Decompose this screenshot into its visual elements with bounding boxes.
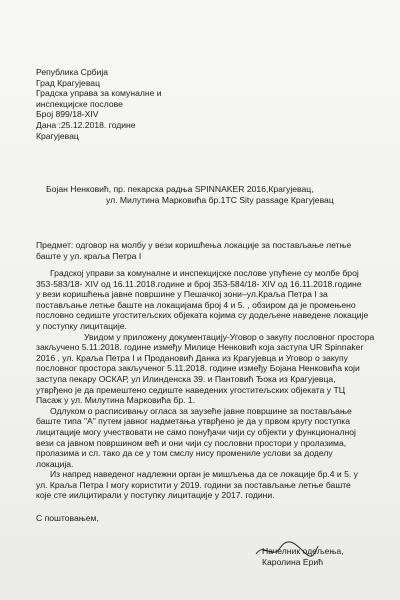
signatory-name: Каролина Ерић — [262, 556, 323, 567]
paragraph — [36, 332, 381, 406]
text-line: Пасаж у ул. Милутина Марковића бр. 1. — [36, 395, 196, 406]
text-line: 353-583/18- XIV од 16.11.2018.године и број 353-584/18- XIV од 16.11.2018.године — [36, 278, 362, 289]
text-line: Из напред наведеног надлежни орган је мишљења да се локације бр.4 и 5. у — [50, 469, 358, 480]
text-line: вези са јавном површином већ и они чији су пословни простори у пролазима, — [36, 437, 347, 448]
text-line: заступа пекару ОСКАР, ул Илинденска 39. и Пантовић Ђока из Крагујевца, — [36, 373, 336, 384]
text-line: 2016 , ул. Краља Петра I и Продановић Данка из Крагујевца и Уговор о закупу — [36, 352, 348, 363]
text-line: Увидом у приложену документацију-Уговор о закупу пословног простора — [84, 331, 375, 342]
subject-line: баште у ул. краља Петра I — [36, 250, 142, 261]
text-line: закључено 5.11.2018. године између Милице Ненковић која заступа UR Spinnaker — [36, 342, 364, 353]
recipient-block — [36, 184, 334, 205]
text-line: баште типа "А" путем јавног надметања утврђено је да у првом кругу поступка — [36, 416, 351, 427]
paragraph — [36, 268, 381, 332]
document-date: Дана :25.12.2018. године — [36, 119, 136, 130]
reference-number: Број 899/18-XIV — [36, 109, 99, 120]
subject-line: Предмет: одговор на молбу у вези коришћења локације за постављање летње — [36, 240, 352, 250]
text-line: пословно седиште угоститељских објеката којима су додељене наведене локације — [36, 310, 369, 321]
letterhead-line: Република Србија — [36, 67, 109, 77]
text-line: пословног простора закљученог 5.11.2018. године између Бојана Ненковића који — [36, 363, 360, 374]
letterhead-line: Град Крагујевац — [36, 77, 100, 88]
recipient-address: ул. Милутина Марковића бр.1ТС Sity passage Крагујевац — [106, 194, 334, 205]
text-line: које сте иилцитирали у поступку лицитације у 2017. години. — [36, 490, 275, 501]
recipient-line: Бојан Ненковић, пр. пекарска радња SPINNAKER 2016,Крагујевац, — [46, 184, 314, 194]
text-line: постављање летње баште на локацијама број 4 и 5. , обзиром да је промењено — [36, 299, 356, 310]
text-line: локација. — [36, 458, 74, 469]
paragraph — [36, 469, 381, 501]
text-line: Градској управи за комуналне и инспекцијске послове упућене су молбе број — [50, 268, 359, 278]
text-line: утврђено је да премештено седиште наведених угоститељских објеката у ТЦ — [36, 384, 346, 395]
text-line: лицитације могу учествовати не само понуђачи чији су објекти у функционалној — [36, 426, 356, 437]
text-line: у поступку лицитације. — [36, 320, 127, 331]
letterhead — [36, 67, 162, 141]
signature-block — [262, 546, 344, 567]
text-line: ул. Краља Петра I могу користити у 2019. години за постављање летње баште — [36, 479, 351, 490]
text-line: у вези коришћења јавне површине у Пешачкој зони–ул.Краља Петра I за — [36, 289, 328, 300]
paragraph — [36, 406, 381, 470]
text-line: пролазима и сл. тако да се у том смслу нису промениле услови за доделу — [36, 448, 333, 459]
subject-block — [36, 240, 381, 261]
letter-body — [36, 268, 381, 501]
signatory-title: Начелник одељења, — [262, 546, 344, 556]
letterhead-line: инспекцијске послове — [36, 98, 123, 109]
letterhead-line: Градска управа за комуналне и — [36, 88, 162, 99]
text-line: Одлуком о расписивању огласа за заузеће јавне површине за постављање — [50, 405, 352, 416]
document-place: Крагујевац — [36, 130, 79, 141]
closing-salutation: С поштовањем, — [36, 513, 99, 523]
